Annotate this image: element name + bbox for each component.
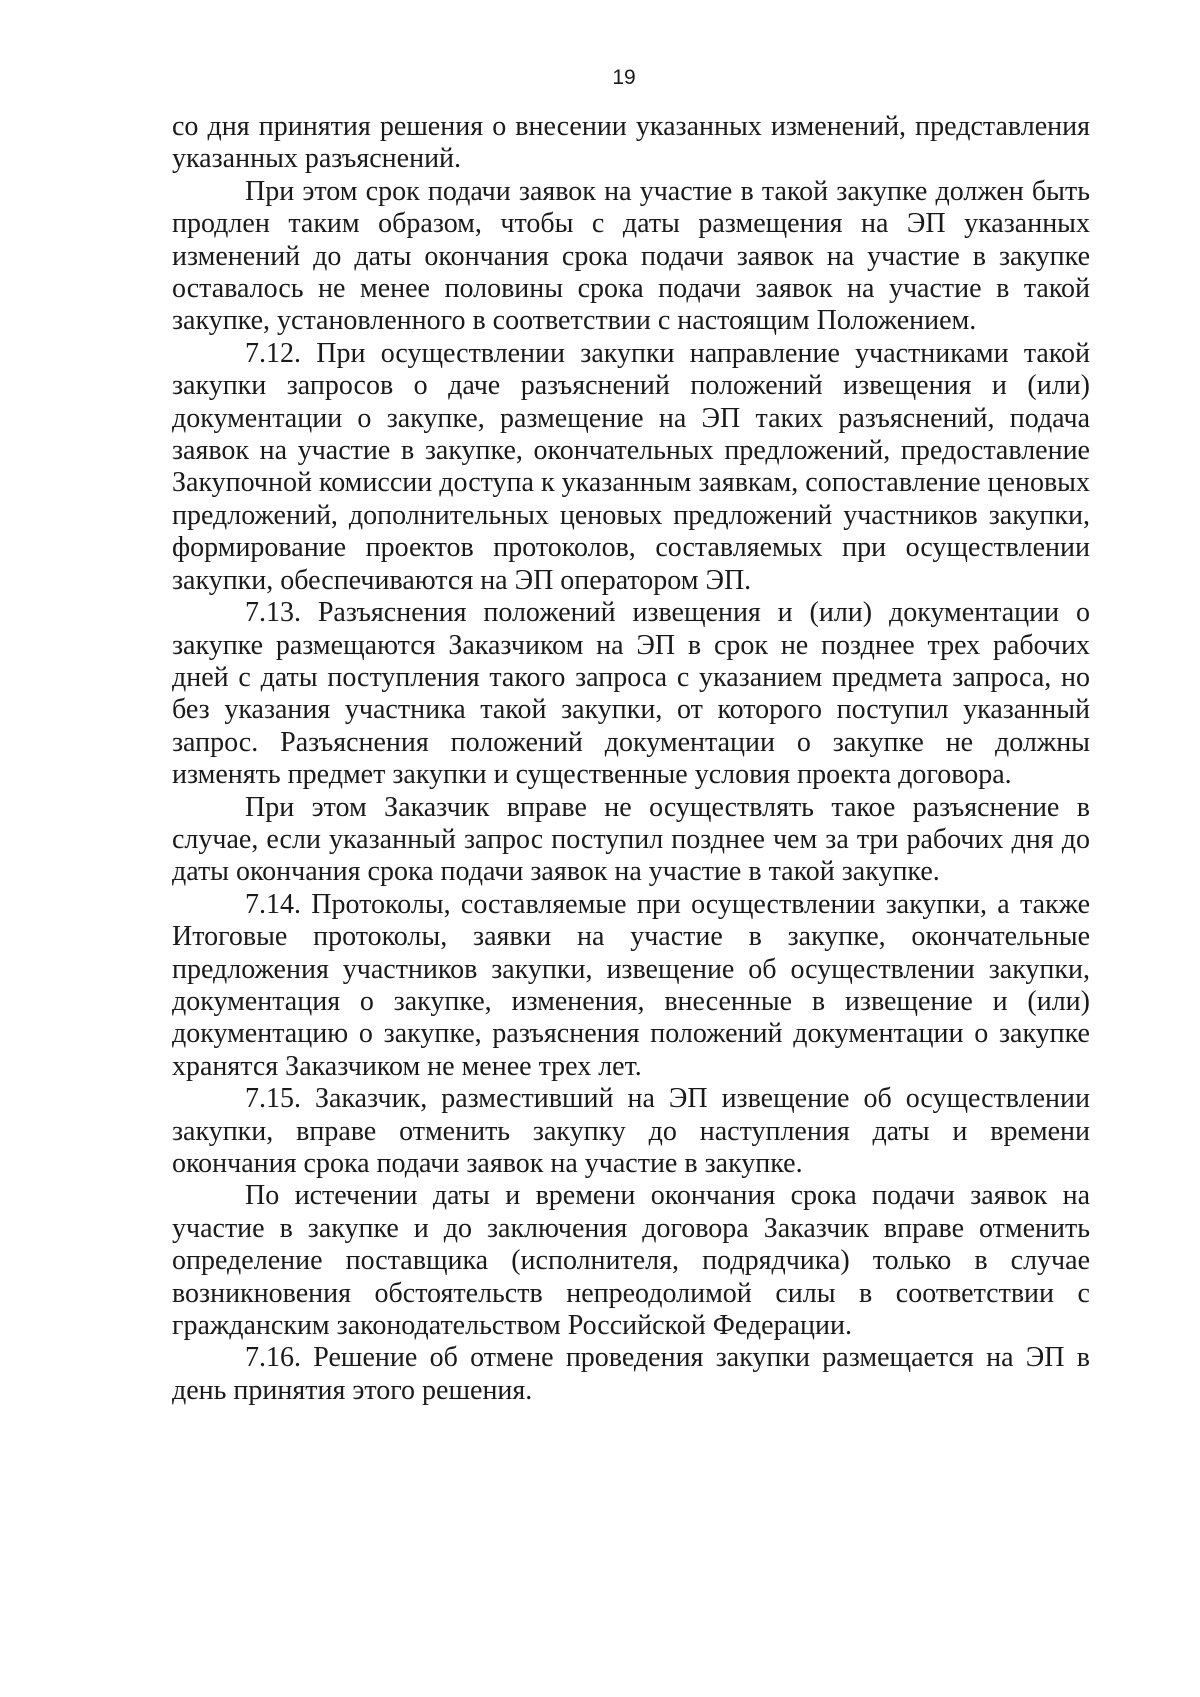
paragraph: При этом срок подачи заявок на участие в такой закупке должен быть продлен таким образом, чтобы с даты размещения на ЭП указанных изменений до даты окончания срока подачи заявок на участие в закупке оставалось не менее половины срока подачи заявок на участие в такой закупке, установленного в соответствии с настоящим Положением. (172, 175, 1090, 337)
paragraph: По истечении даты и времени окончания срока подачи заявок на участие в закупке и до заключения договора Заказчик вправе отменить определение поставщика (исполнителя, подрядчика) только в случае возникновения обстоятельств непреодолимой силы в соответствии с гражданским законодательством Российской Федерации. (172, 1180, 1090, 1342)
paragraph: со дня принятия решения о внесении указанных изменений, представления указанных разъяснений. (172, 111, 1090, 175)
section-7-13: 7.13. Разъяснения положений извещения и (или) документации о закупке размещаются Заказчиком на ЭП в срок не позднее трех рабочих дней с даты поступления такого запроса с указанием предмета запроса, но без указания участника такой закупки, от которого поступил указанный запрос. Разъяснения положений документации о закупке не должны изменять предмет закупки и существенные условия проекта договора. (172, 597, 1090, 791)
section-7-15: 7.15. Заказчик, разместивший на ЭП извещение об осуществлении закупки, вправе отменить закупку до наступления даты и времени окончания срока подачи заявок на участие в закупке. (172, 1083, 1090, 1179)
document-body (172, 111, 1090, 1407)
section-7-14: 7.14. Протоколы, составляемые при осуществлении закупки, а также Итоговые протоколы, заявки на участие в закупке, окончательные предложения участников закупки, извещение об осуществлении закупки, документация о закупке, изменения, внесенные в извещение и (или) документацию о закупке, разъяснения положений документации о закупке хранятся Заказчиком не менее трех лет. (172, 888, 1090, 1082)
section-7-16: 7.16. Решение об отмене проведения закупки размещается на ЭП в день принятия этого решения. (172, 1342, 1090, 1406)
section-7-12: 7.12. При осуществлении закупки направление участниками такой закупки запросов о даче разъяснений положений извещения и (или) документации о закупке, размещение на ЭП таких разъяснений, подача заявок на участие в закупке, окончательных предложений, предоставление Закупочной комиссии доступа к указанным заявкам, сопоставление ценовых предложений, дополнительных ценовых предложений участников закупки, формирование проектов протоколов, составляемых при осуществлении закупки, обеспечиваются на ЭП оператором ЭП. (172, 337, 1090, 596)
paragraph: При этом Заказчик вправе не осуществлять такое разъяснение в случае, если указанный запрос поступил позднее чем за три рабочих дня до даты окончания срока подачи заявок на участие в такой закупке. (172, 791, 1090, 888)
page-number: 19 (612, 66, 636, 89)
